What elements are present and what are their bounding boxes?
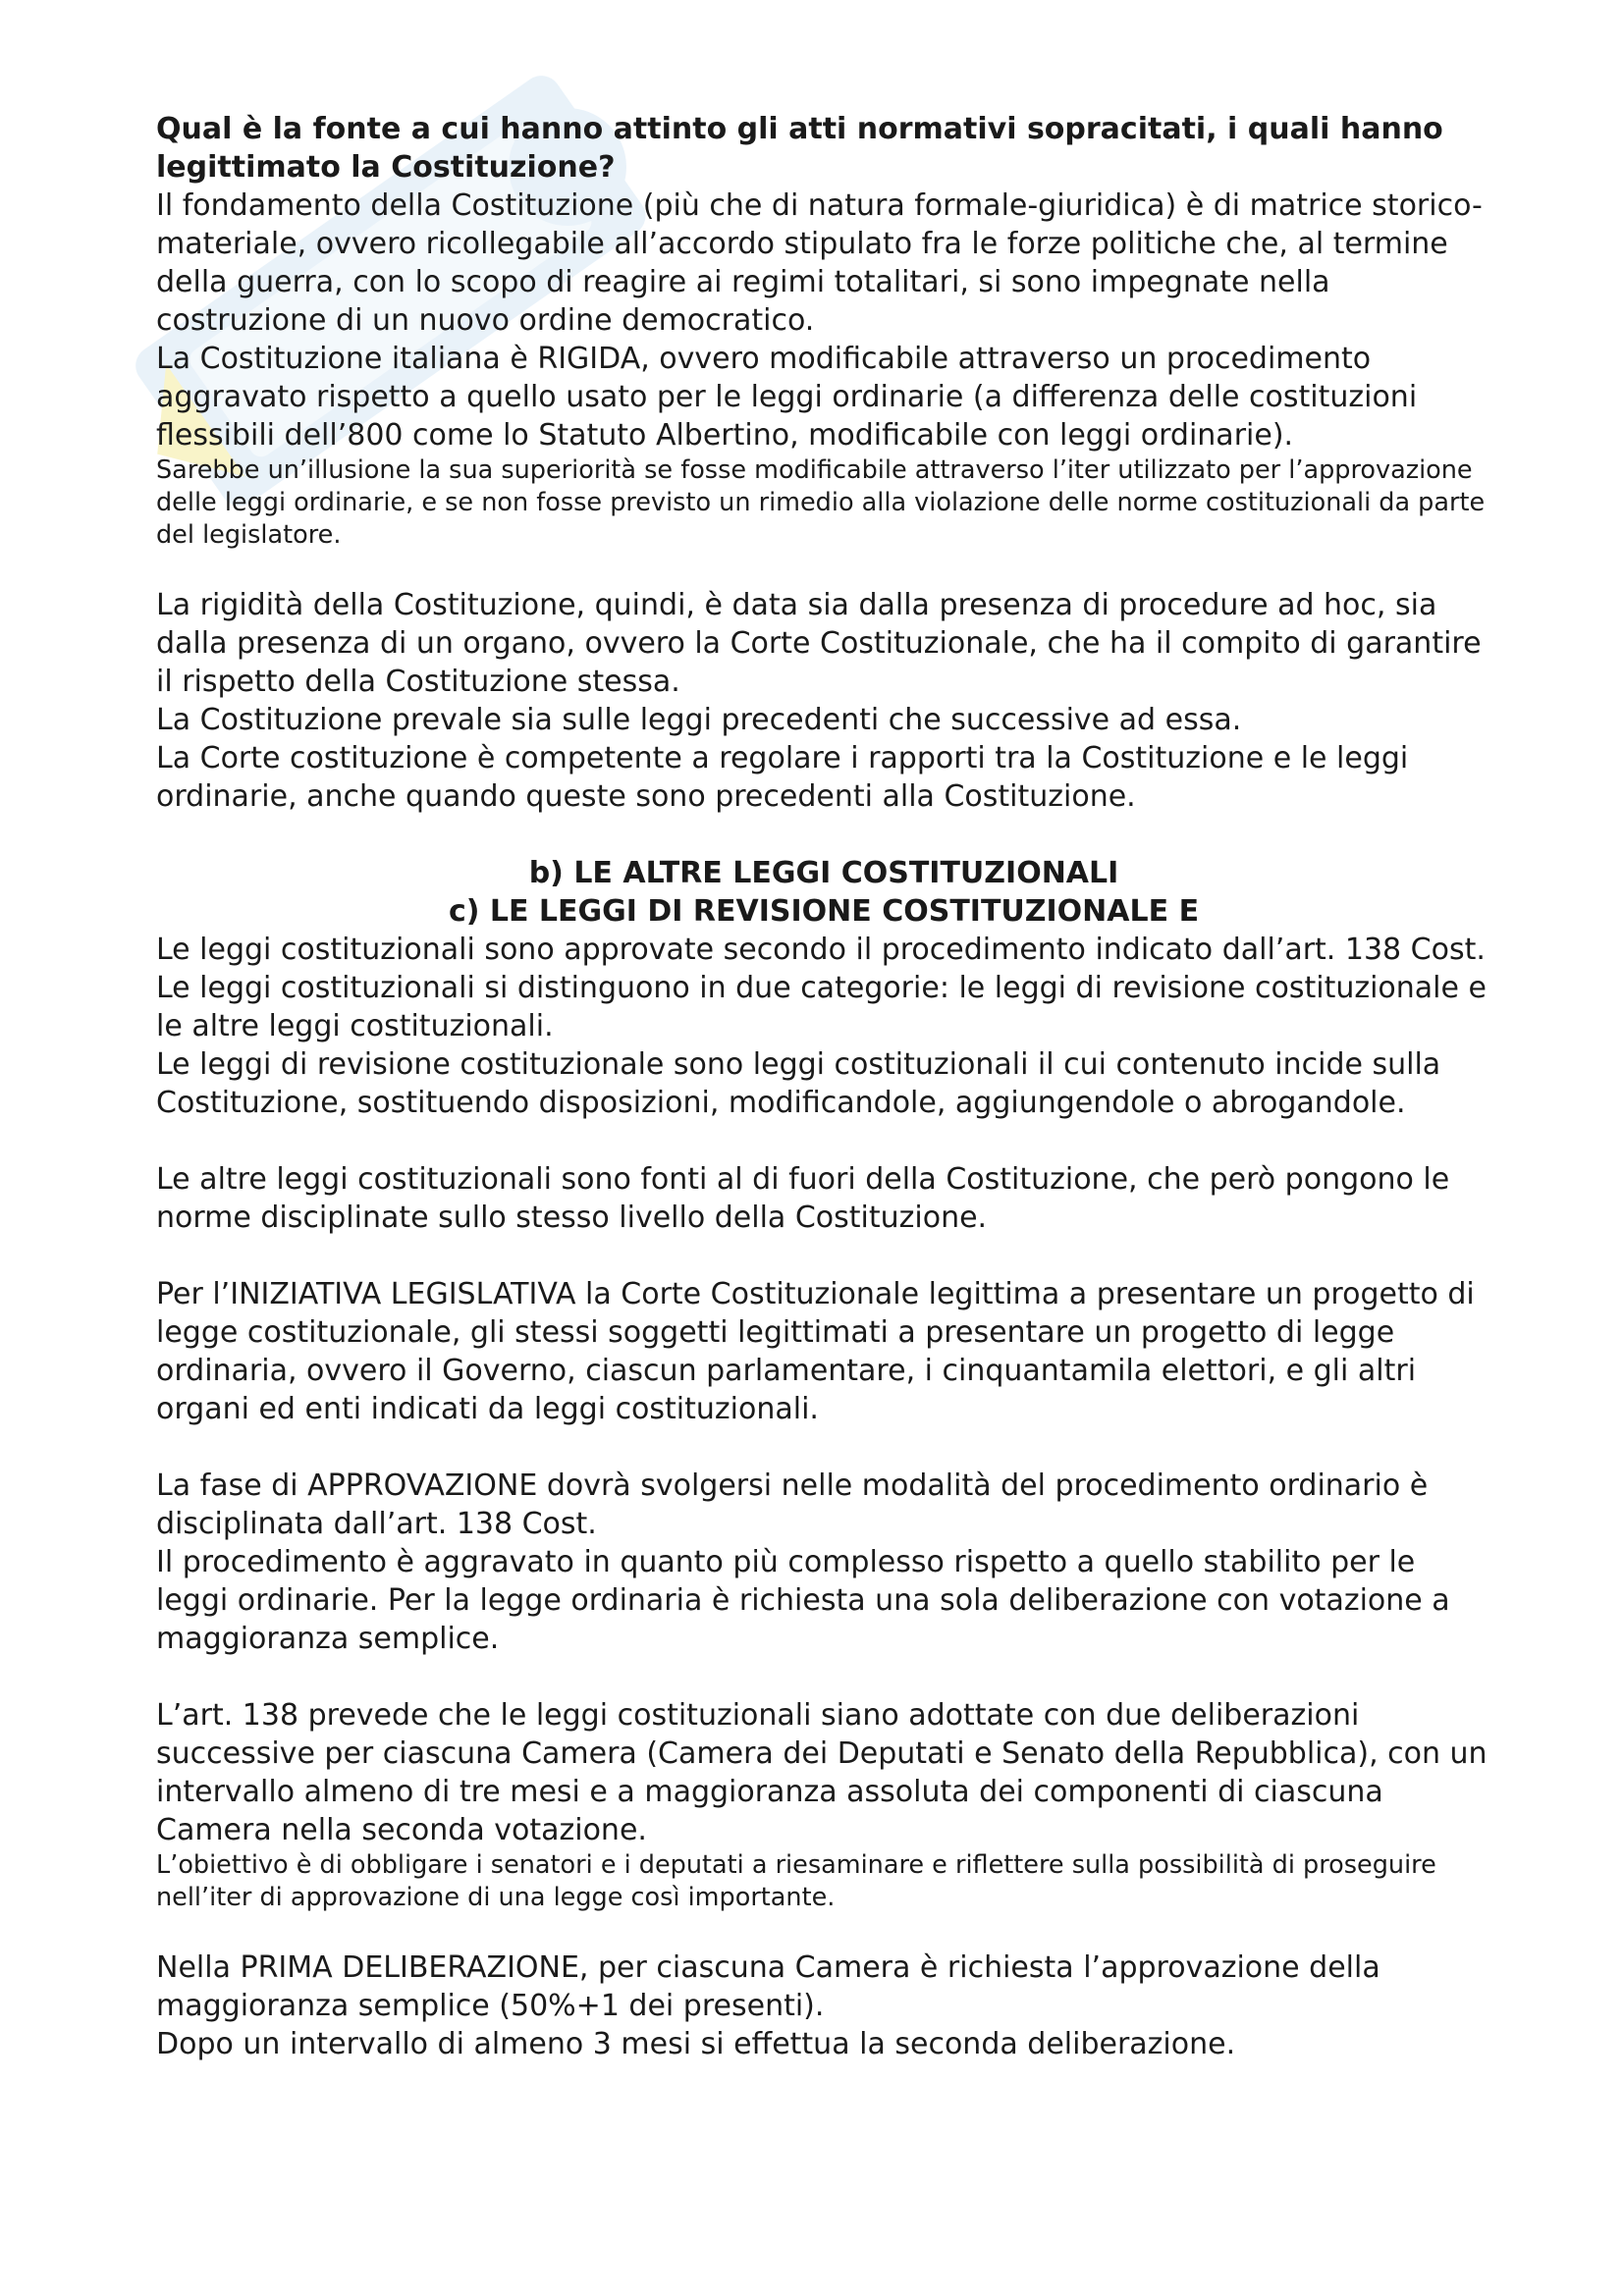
paragraph: Il procedimento è aggravato in quanto più complesso rispetto a quello stabilito per le leggi ordinarie. Per la legge ordinaria è richiesta una sola deliberazione con votazione a maggioranza semplice. — [156, 1545, 1450, 1656]
paragraph: Le leggi di revisione costituzionale sono leggi costituzionali il cui contenuto incide sulla Costituzione, sostituendo disposizioni, modificandole, aggiungendole o abrogandole. — [156, 1047, 1441, 1120]
paragraph: La Costituzione prevale sia sulle leggi precedenti che successive ad essa. — [156, 703, 1242, 737]
note-paragraph: Sarebbe un’illusione la sua superiorità se fosse modificabile attraverso l’iter utilizzato per l’approvazione delle leggi ordinarie, e se non fosse previsto un rimedio alla violazione delle norme costituzionali da parte del legislatore. — [156, 455, 1486, 550]
paragraph: Dopo un intervallo di almeno 3 mesi si effettua la seconda deliberazione. — [156, 2027, 1236, 2061]
paragraph: La Costituzione italiana è RIGIDA, ovvero modificabile attraverso un procedimento aggravato rispetto a quello usato per le leggi ordinarie (a differenza delle costituzioni flessibili dell’800 come lo Statuto Albertino, modificabile con leggi ordinarie). — [156, 342, 1418, 453]
section-title-b: b) LE ALTRE LEGGI COSTITUZIONALI — [528, 856, 1119, 890]
paragraph: Le leggi costituzionali si distinguono in due categorie: le leggi di revisione costituzionale e le altre leggi costituzionali. — [156, 971, 1487, 1043]
paragraph: La fase di APPROVAZIONE dovrà svolgersi nelle modalità del procedimento ordinario è disciplinata dall’art. 138 Cost. — [156, 1468, 1429, 1541]
paragraph: Le leggi costituzionali sono approvate secondo il procedimento indicato dall’art. 138 Cost. — [156, 933, 1486, 967]
paragraph: L’art. 138 prevede che le leggi costituzionali siano adottate con due deliberazioni successive per ciascuna Camera (Camera dei Deputati e Senato della Repubblica), con un intervallo almeno di tre mesi e a maggioranza assoluta dei componenti di ciascuna Camera nella seconda votazione. — [156, 1698, 1488, 1847]
paragraph: La rigidità della Costituzione, quindi, è data sia dalla presenza di procedure ad hoc, sia dalla presenza di un organo, ovvero la Corte Costituzionale, che ha il compito di garantire il rispetto della Costituzione stessa. — [156, 588, 1482, 699]
paragraph: Nella PRIMA DELIBERAZIONE, per ciascuna Camera è richiesta l’approvazione della maggioranza semplice (50%+1 dei presenti). — [156, 1950, 1380, 2023]
note-paragraph: L’obiettivo è di obbligare i senatori e i deputati a riesaminare e riflettere sulla possibilità di proseguire nell’iter di approvazione di una legge così importante. — [156, 1850, 1436, 1912]
paragraph: Le altre leggi costituzionali sono fonti al di fuori della Costituzione, che però pongono le norme disciplinate sullo stesso livello della Costituzione. — [156, 1162, 1450, 1235]
question-heading: Qual è la fonte a cui hanno attinto gli atti normativi sopracitati, i quali hanno legittimato la Costituzione? — [156, 112, 1443, 185]
paragraph: La Corte costituzione è competente a regolare i rapporti tra la Costituzione e le leggi ordinarie, anche quando queste sono precedenti alla Costituzione. — [156, 741, 1409, 814]
paragraph: Per l’INIZIATIVA LEGISLATIVA la Corte Costituzionale legittima a presentare un progetto di legge costituzionale, gli stessi soggetti legittimati a presentare un progetto di legge ordinaria, ovvero il Governo, ciascun parlamentare, i cinquantamila elettori, e gli altri organi ed enti indicati da leggi costituzionali. — [156, 1277, 1475, 1426]
section-title-c: c) LE LEGGI DI REVISIONE COSTITUZIONALE E — [448, 894, 1200, 929]
paragraph: Il fondamento della Costituzione (più che di natura formale-giuridica) è di matrice storico-materiale, ovvero ricollegabile all’accordo stipulato fra le forze politiche che, al termine della guerra, con lo scopo di reagire ai regimi totalitari, si sono impegnate nella costruzione di un nuovo ordine democratico. — [156, 188, 1483, 338]
